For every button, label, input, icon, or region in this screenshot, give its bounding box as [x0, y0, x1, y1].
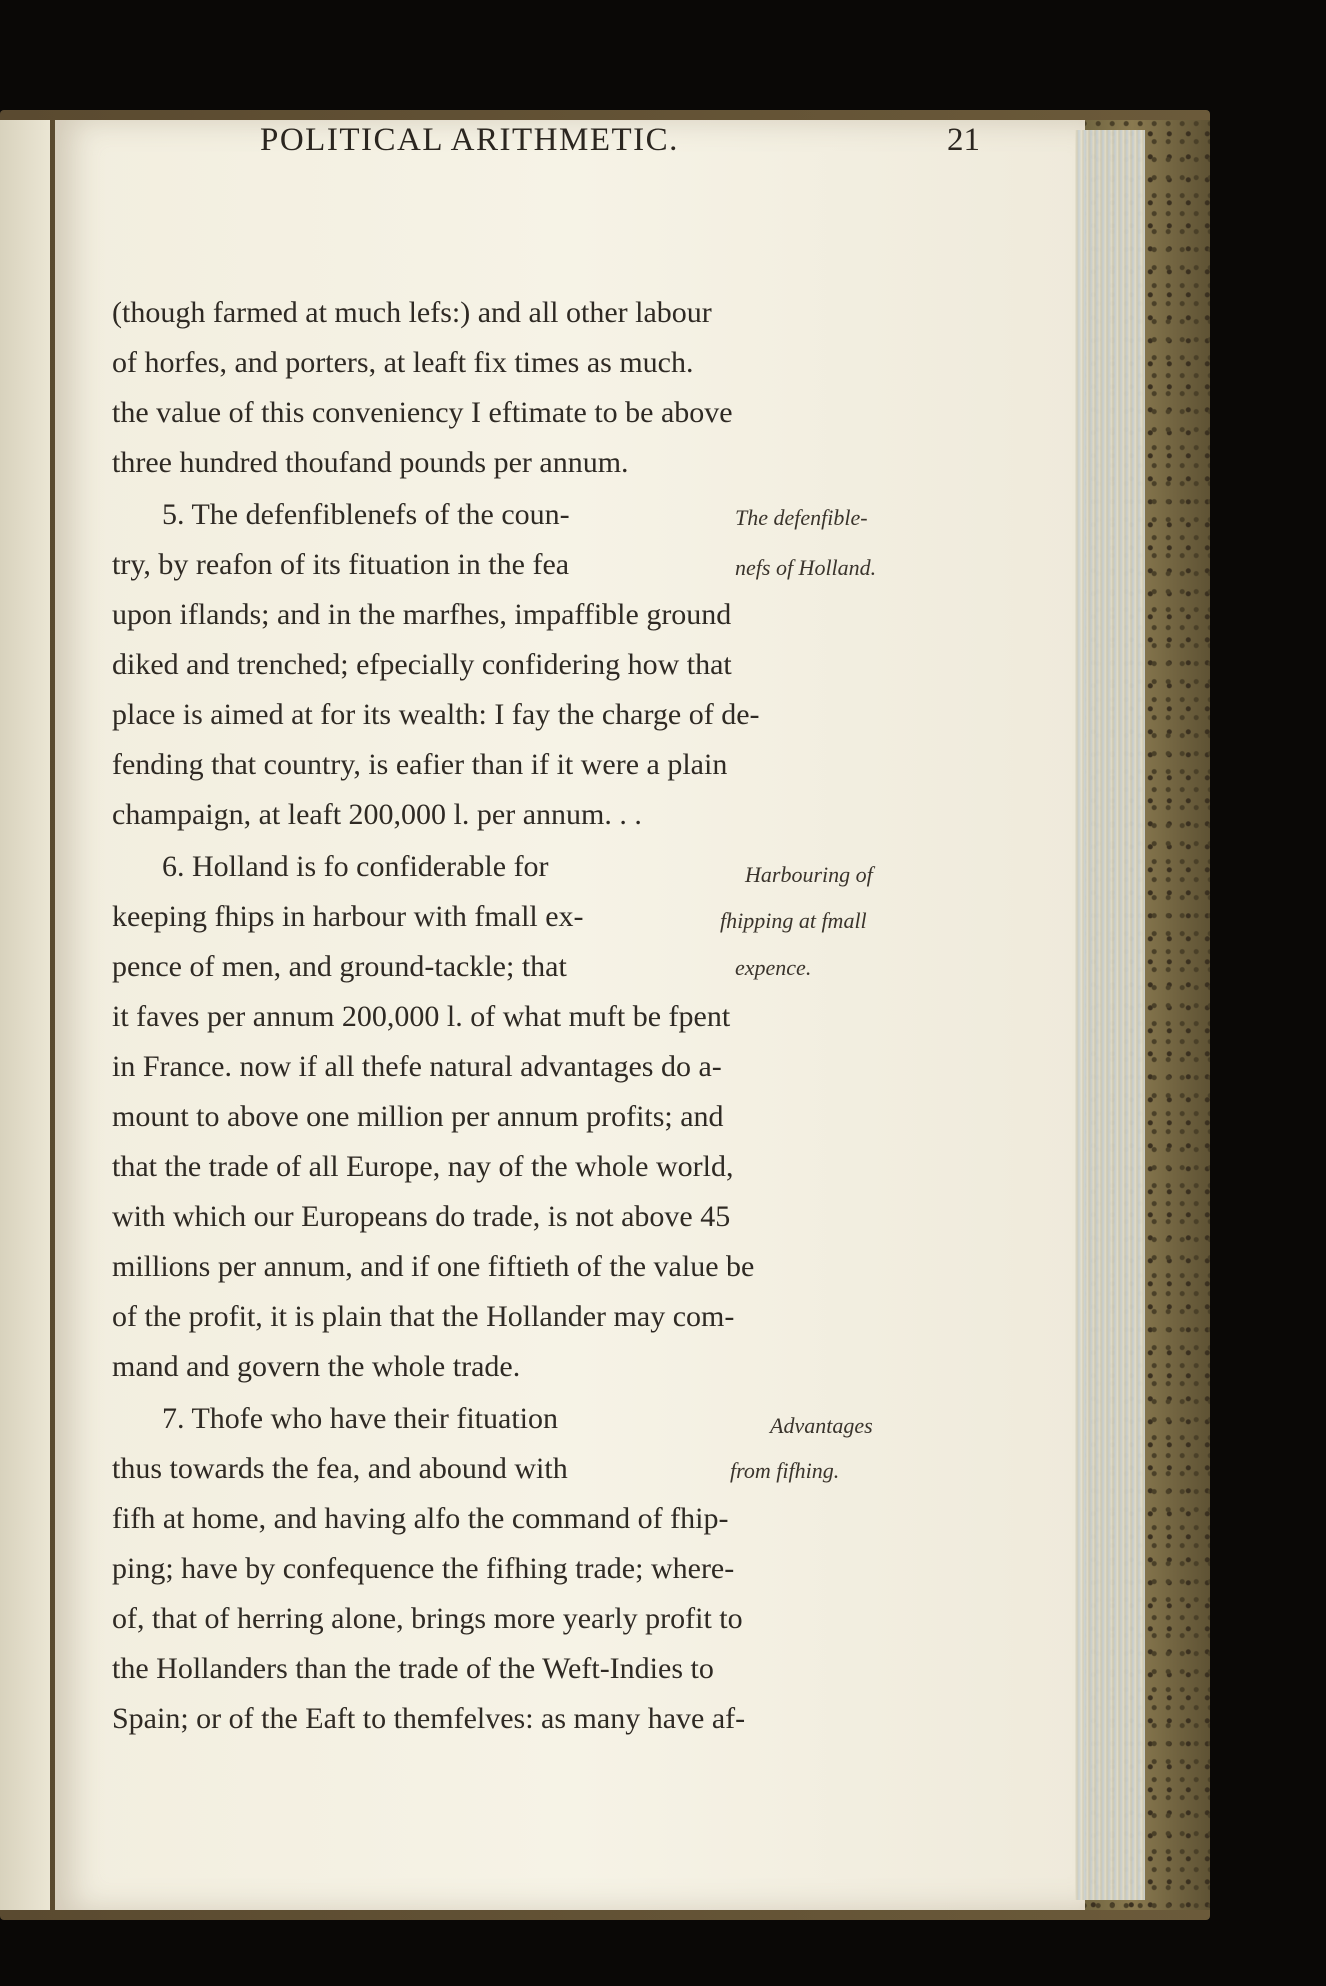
text-line: (though farmed at much lefs:) and all other labour	[112, 296, 712, 329]
text-line: fifh at home, and having alfo the command of fhip-	[112, 1502, 729, 1535]
text-line: of the profit, it is plain that the Hollander may com-	[112, 1300, 735, 1333]
page-number: 21	[947, 122, 980, 158]
text-line: mand and govern the whole trade.	[112, 1350, 521, 1383]
page-block-edges	[1075, 130, 1145, 1900]
text-line: Spain; or of the Eaft to themfelves: as many have af-	[112, 1702, 746, 1735]
text-line: millions per annum, and if one fiftieth of the value be	[112, 1250, 755, 1283]
text-line: try, by reafon of its fituation in the fea	[112, 548, 570, 581]
text-line: 7. Thofe who have their fituation	[162, 1402, 559, 1435]
text-line: with which our Europeans do trade, is not above 45	[112, 1200, 731, 1233]
text-line: thus towards the fea, and abound with	[112, 1452, 568, 1485]
text-line: fending that country, is eafier than if it were a plain	[112, 748, 728, 781]
text-line: ping; have by confequence the fifhing trade; where-	[112, 1552, 735, 1585]
margin-note: expence.	[735, 955, 812, 980]
text-line: the value of this conveniency I eftimate to be above	[112, 396, 733, 429]
text-line: 6. Holland is fo confiderable for	[162, 850, 549, 883]
text-line: 5. The defenfiblenefs of the coun-	[162, 498, 570, 531]
text-line: three hundred thoufand pounds per annum.	[112, 446, 629, 479]
text-line: the Hollanders than the trade of the Weft-Indies to	[112, 1652, 714, 1685]
margin-note: from fifhing.	[730, 1458, 840, 1483]
margin-note: Harbouring of	[745, 862, 873, 887]
margin-note: nefs of Holland.	[735, 555, 877, 580]
text-line: keeping fhips in harbour with fmall ex-	[112, 900, 584, 933]
text-line: diked and trenched; efpecially confidering how that	[112, 648, 732, 681]
text-line: upon iflands; and in the marfhes, impaffible ground	[112, 598, 732, 631]
facing-page-edge	[0, 120, 50, 1910]
page-header	[200, 122, 980, 172]
text-line: pence of men, and ground-tackle; that	[112, 950, 567, 983]
running-title: POLITICAL ARITHMETIC.	[260, 122, 679, 158]
text-line: place is aimed at for its wealth: I fay the charge of de-	[112, 698, 760, 731]
margin-note: Advantages	[770, 1413, 873, 1438]
text-line: of horfes, and porters, at leaft fix times as much.	[112, 346, 694, 379]
text-line: that the trade of all Europe, nay of the whole world,	[112, 1150, 734, 1183]
margin-note: The defenfible-	[735, 505, 868, 530]
text-line: in France. now if all thefe natural advantages do a-	[112, 1050, 722, 1083]
text-line: of, that of herring alone, brings more yearly profit to	[112, 1602, 743, 1635]
text-line: mount to above one million per annum profits; and	[112, 1100, 724, 1133]
margin-note: fhipping at fmall	[720, 908, 867, 933]
text-line: it faves per annum 200,000 l. of what muft be fpent	[112, 1000, 731, 1033]
text-line: champaign, at leaft 200,000 l. per annum. . .	[112, 798, 642, 831]
